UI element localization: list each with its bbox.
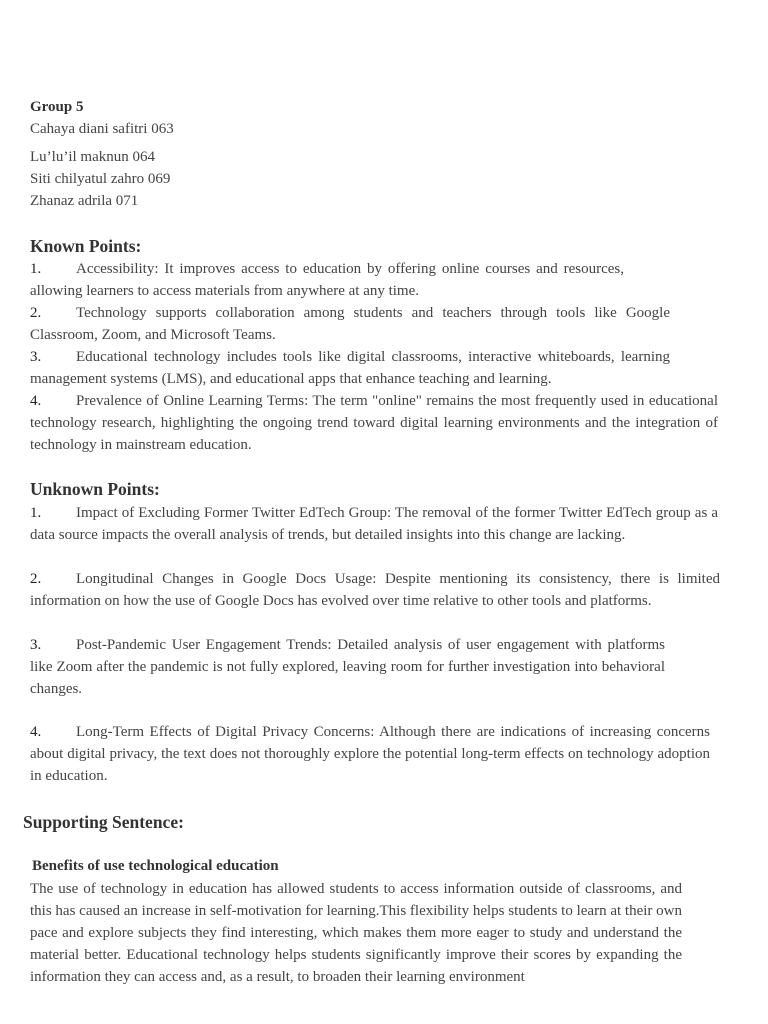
unknown-item-1	[30, 502, 718, 546]
item-number: 4.	[30, 393, 42, 409]
unknown-heading: Unknown Points:	[30, 479, 160, 499]
item-text: Educational technology includes tools like digital classrooms, interactive whiteboards, learning management systems (LMS), and educational apps that enhance teaching and learning.	[30, 349, 670, 387]
member-line: Lu’lu’il maknun 064	[30, 149, 155, 165]
known-item-2	[30, 302, 670, 346]
unknown-item-3	[30, 634, 665, 700]
item-text: Post-Pandemic User Engagement Trends: Detailed analysis of user engagement with platforms like Zoom after the pandemic is not fully explored, leaving room for further investigation into behavioral changes.	[30, 637, 665, 697]
supporting-paragraph: The use of technology in education has allowed students to access information outside of classrooms, and this has caused an increase in self-motivation for learning.This flexibility helps students to learn at their own pace and explore subjects they find interesting, which makes them more eager to study and understand the material better. Educational technology helps students significantly improve their scores by expanding the information they can access and, as a result, to broaden their learning environment	[30, 881, 682, 985]
item-number: 2.	[30, 305, 42, 321]
item-number: 2.	[30, 571, 42, 587]
item-number: 4.	[30, 724, 42, 740]
known-item-3	[30, 346, 670, 390]
member-line: Cahaya diani safitri 063	[30, 121, 174, 137]
item-text: Technology supports collaboration among students and teachers through tools like Google Classroom, Zoom, and Microsoft Teams.	[30, 305, 670, 343]
unknown-item-2	[30, 568, 720, 612]
group-block	[30, 96, 330, 212]
group-title: Group 5	[30, 99, 84, 115]
item-number: 1.	[30, 505, 42, 521]
member-line: Zhanaz adrila 071	[30, 193, 139, 209]
item-text: Longitudinal Changes in Google Docs Usage: Despite mentioning its consistency, there is limited information on how the use of Google Docs has evolved over time relative to other tools and platforms.	[30, 571, 720, 609]
known-item-1	[30, 258, 624, 302]
item-number: 1.	[30, 261, 42, 277]
item-number: 3.	[30, 349, 42, 365]
supporting-heading: Supporting Sentence:	[23, 812, 184, 832]
supporting-subheading: Benefits of use technological education	[32, 858, 279, 874]
item-text: Long-Term Effects of Digital Privacy Concerns: Although there are indications of increasing concerns about digital privacy, the text does not thoroughly explore the potential long-term effects on technology adoption in education.	[30, 724, 710, 784]
member-line: Siti chilyatul zahro 069	[30, 171, 171, 187]
known-item-4	[30, 390, 718, 456]
known-heading: Known Points:	[30, 236, 142, 256]
item-number: 3.	[30, 637, 42, 653]
item-text: Impact of Excluding Former Twitter EdTech Group: The removal of the former Twitter EdTech group as a data source impacts the overall analysis of trends, but detailed insights into this change are lacking.	[30, 505, 718, 543]
item-text: Accessibility: It improves access to education by offering online courses and resources, allowing learners to access materials from anywhere at any time.	[30, 261, 624, 299]
item-text: Prevalence of Online Learning Terms: The term "online" remains the most frequently used in educational technology research, highlighting the ongoing trend toward digital learning environments and the integration of technology in mainstream education.	[30, 393, 718, 453]
unknown-item-4	[30, 721, 710, 787]
